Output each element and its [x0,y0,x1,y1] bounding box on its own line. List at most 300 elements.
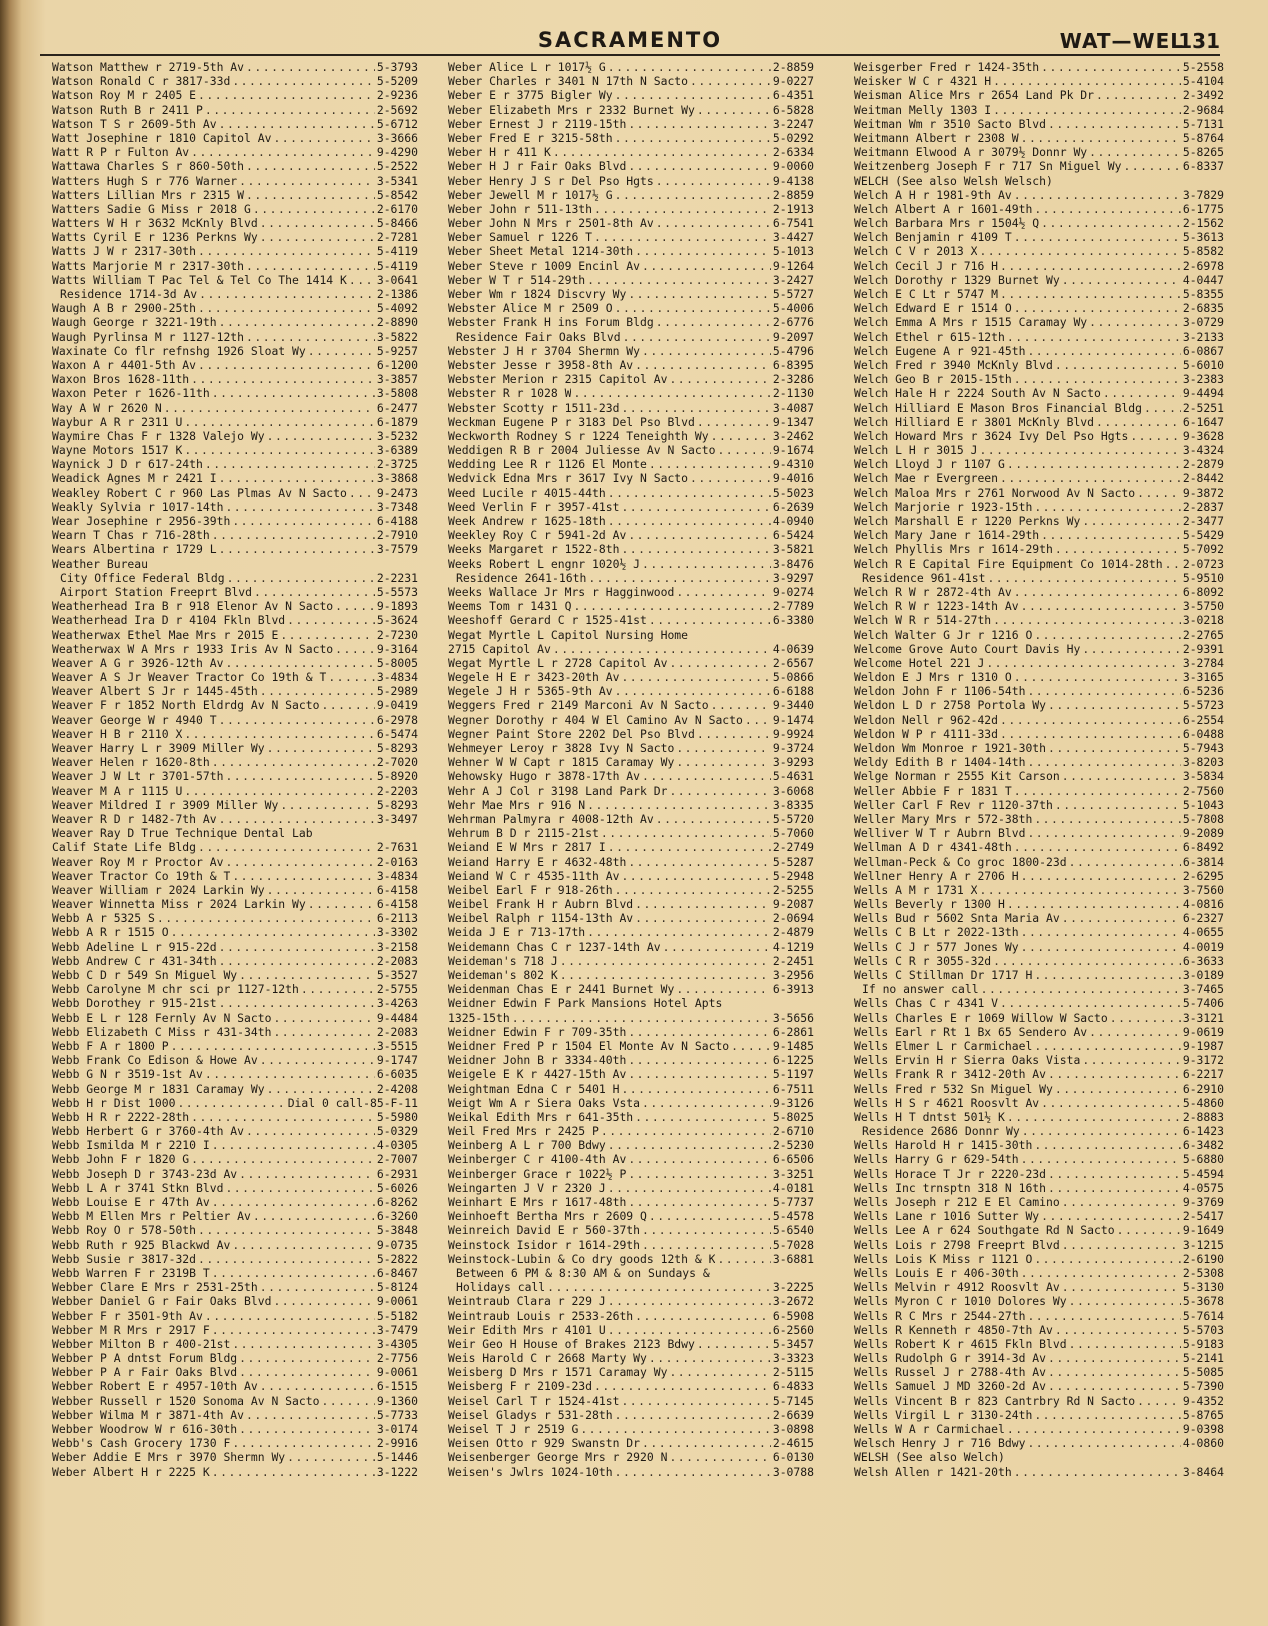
listing-name: Waugh A B r 2900-25th [52,301,197,316]
phone-number: 4-0940 [772,514,814,528]
listing-name: Welcome Hotel 221 J [854,655,985,670]
listing-entry [52,670,418,684]
phone-number: 9-1649 [1182,1223,1224,1238]
listing-entry [448,1351,814,1365]
phone-number: 2-6295 [1182,868,1224,883]
leader-dots [623,330,771,344]
leader-dots [267,741,375,755]
phone-number: 9-0061 [376,1365,418,1380]
listing-entry [448,542,814,556]
phone-number: 5-7092 [1182,542,1224,557]
phone-number: 5-4104 [1182,74,1224,89]
listing-entry [854,74,1224,88]
leader-dots [1089,1025,1181,1039]
phone-number: 2-9916 [376,1436,418,1451]
listing-name: Weed Verlin F r 3957-41st [448,499,620,514]
listing-entry [854,968,1224,982]
listing-name: Waybur A R r 2311 U [52,414,183,429]
leader-dots [608,514,771,528]
phone-number: 2-2879 [1182,457,1224,472]
listing-entry [448,670,814,684]
listing-entry [854,925,1224,939]
phone-number: 5-5727 [772,287,814,301]
leader-dots [253,1209,375,1223]
leader-dots [1000,471,1181,485]
phone-number: 6-5236 [1182,684,1224,699]
leader-dots [1110,1011,1181,1025]
listing-name: Residence 1714-3d Av [60,287,198,301]
phone-number: 6-3913 [772,982,814,997]
listing-name: Welch Albert A r 1601-49th [854,201,1033,216]
listing-name: Weller Mary Mrs r 572-38th [854,811,1033,826]
listing-entry [854,358,1224,372]
leader-dots [349,486,375,500]
phone-number: 6-1775 [1182,201,1224,216]
leader-dots [273,131,374,145]
phone-number: 3-2383 [1182,372,1224,387]
leader-dots [191,1110,375,1124]
listing-name: Weber Fred E r 3215-58th [448,130,613,145]
listing-name: Welch E C Lt r 5747 M [854,287,999,301]
listing-name: Weir Geo H House of Brakes 2123 Bdwy [448,1336,695,1351]
leader-dots [628,528,771,542]
listing-name: Weisman Alice Mrs r 2654 Land Pk Dr [854,88,1095,103]
leader-dots [184,443,375,457]
listing-entry [854,684,1224,698]
listing-entry [448,330,814,344]
listing-entry [448,1252,814,1266]
listing-name: Weaver George W r 4940 T [52,712,217,727]
listing-name: Weber Sheet Metal 1214-30th [448,244,634,259]
leader-dots [287,1450,375,1464]
leader-dots [1000,996,1181,1010]
phone-number: 6-8467 [376,1265,418,1280]
phone-number: 5-5287 [772,854,814,869]
listing-entry [854,1209,1224,1223]
leader-dots [212,1465,375,1479]
listing-name: Watts Marjorie M r 2317-30th [52,258,245,273]
phone-number: 3-5750 [1182,599,1224,614]
leader-dots [246,330,375,344]
phone-number: 3-2133 [1182,329,1224,344]
leader-dots [157,911,375,925]
leader-dots [1034,812,1181,826]
listing-entry [52,372,418,386]
listing-entry [448,897,814,911]
listing-name: Webber F r 3501-9th Av [52,1308,203,1323]
phone-number: 3-3323 [772,1351,814,1366]
leader-dots [280,798,375,812]
leader-dots [1096,415,1181,429]
leader-dots [239,174,375,188]
listing-entry [52,401,418,415]
leader-dots [608,1138,771,1152]
listing-name: Webb John F r 1820 G [52,1152,190,1167]
leader-dots [642,769,771,783]
leader-dots [1021,599,1181,613]
phone-number: 6-3260 [376,1209,418,1224]
listing-entry [52,1067,418,1081]
listing-entry [52,1096,418,1110]
listing-entry [448,1450,814,1464]
leader-dots [184,415,375,429]
phone-number: 3-2427 [772,272,814,287]
listing-name: Weidemann Chas C r 1237-14th Av [448,939,661,954]
phone-number: 3-5341 [376,173,418,188]
phone-number: 5-3457 [772,1336,814,1351]
phone-number: 2-2749 [772,840,814,855]
listing-entry [52,1238,418,1252]
phone-number: 5-5720 [772,811,814,826]
leader-dots [260,230,375,244]
phone-number: 3-0729 [1182,315,1224,330]
listing-entry [52,585,418,599]
listing-name: Webb Andrew C r 431-34th [52,953,217,968]
leader-dots [697,415,771,429]
listing-entry [854,727,1224,741]
phone-number: 5-3793 [376,60,418,74]
phone-number: 6-4188 [376,514,418,528]
phone-number: 2-7910 [376,528,418,543]
listing-name: Wells Charles E r 1069 Willow W Sacto [854,1010,1108,1025]
listing-name: Weatherwax Ethel Mae Mrs r 2015 E [52,627,279,642]
phone-number: 5-2141 [1182,1351,1224,1366]
phone-number: 9-3164 [376,641,418,656]
listing-name: Weaver H B r 2110 X [52,726,183,741]
listing-name: Webb G N r 3519-1st Av [52,1067,203,1082]
phone-number: 3-6068 [772,783,814,798]
leader-dots [1082,1053,1181,1067]
listing-entry [448,1394,814,1408]
listing-entry [52,358,418,372]
listing-name: Weldon Wm Monroe r 1921-30th [854,741,1047,755]
phone-number: 6-6506 [772,1152,814,1167]
listing-entry [448,741,814,755]
listing-name: Weitmann Albert r 2308 W [854,130,1019,145]
phone-number: 5-5182 [376,1308,418,1323]
listing-name: Webb George M r 1831 Caramay Wy [52,1081,265,1096]
phone-number: 2-3286 [772,372,814,387]
phone-number: 3-0641 [376,272,418,287]
listing-entry [854,1110,1224,1124]
phone-number: 5-3613 [1182,230,1224,245]
listing-entry [854,1280,1224,1294]
leader-dots [164,401,375,415]
leader-dots [642,1436,771,1450]
listing-name: Welch R W r 1223-14th Av [854,599,1019,614]
phone-number: 2-1913 [772,201,814,216]
leader-dots [1055,1082,1181,1096]
phone-number: 3-4087 [772,400,814,415]
listing-name: Waugh George r 3221-19th [52,315,217,330]
leader-dots [1089,315,1181,329]
leader-dots [1000,259,1181,273]
listing-entry [52,202,418,216]
phone-number: 5-7943 [1182,741,1224,755]
listing-entry [854,996,1224,1010]
phone-number: 5-8764 [1182,130,1224,145]
listing-name: Weisel Carl T r 1524-41st [448,1393,620,1408]
listing-entry [854,273,1224,287]
leader-dots [717,443,770,457]
listing-name: Wells H T dntst 501½ K [854,1109,1005,1124]
leader-dots [621,401,770,415]
phone-number: 9-3872 [1182,485,1224,500]
leader-dots [1041,216,1181,230]
phone-number: 5-7131 [1182,116,1224,131]
leader-dots [171,1039,375,1053]
listing-entry [448,514,814,528]
listing-name: Weatherhead Ira B r 918 Elenor Av N Sacto [52,599,334,614]
listing-entry [854,940,1224,954]
leader-dots [711,698,771,712]
listing-entry [448,599,814,613]
phone-number: 6-1225 [772,1053,814,1068]
listing-name: Welch Hilliard E Mason Bros Financial Bldg [854,400,1143,415]
leader-dots [1014,670,1181,684]
listing-name: Weber John r 511-13th [448,201,593,216]
phone-number: 5-8293 [376,797,418,812]
listing-name: Webster Alice M r 2509 O [448,301,613,316]
listing-name: Wells C Stillman Dr 1717 H [854,968,1033,982]
phone-number: 5-8265 [1182,145,1224,160]
phone-number: 6-2861 [772,1024,814,1039]
phone-number: 3-5834 [1182,769,1224,784]
page-header [40,26,1220,56]
listing-name: Wells Melvin r 4912 Roosvlt Av [854,1280,1060,1295]
leader-dots [246,60,375,74]
leader-dots [580,1422,771,1436]
leader-dots [1022,1124,1181,1138]
phone-number: 5-7028 [772,1237,814,1252]
listing-name: Weaver Harry L r 3909 Miller Wy [52,741,265,755]
listing-entry [854,259,1224,273]
listing-entry [854,642,1224,656]
leader-dots [321,698,374,712]
phone-number: 9-1674 [772,443,814,458]
listing-name: Wells R Kenneth r 4850-7th Av [854,1322,1053,1337]
listing-entry [448,954,814,968]
phone-number: 2-7560 [1182,783,1224,798]
listing-entry [52,925,418,939]
listing-entry [448,443,814,457]
phone-number: 3-2462 [772,428,814,443]
listing-entry [52,500,418,514]
listing-entry [52,174,418,188]
listing-name: Weller Carl F Rev r 1120-37th [854,797,1053,812]
leader-dots [1048,1351,1181,1365]
listing-entry [854,698,1224,712]
listing-name: Webb Frank Co Edison & Howe Av [52,1053,258,1068]
listing-name: Wearn T Chas r 716-28th [52,528,210,543]
leader-dots [1137,1394,1181,1408]
phone-number: 9-3440 [772,698,814,713]
phone-number: 9-0735 [376,1237,418,1252]
listing-name: Wegele J H r 5365-9th Av [448,684,613,699]
leader-dots [232,514,375,528]
listing-name: Weisel T J r 2519 G [448,1422,579,1436]
phone-number: 9-0398 [1182,1422,1224,1436]
listing-entry [854,1436,1224,1450]
phone-number: 4-0816 [1182,897,1224,912]
listing-entry [854,897,1224,911]
listing-entry [448,713,814,727]
leader-dots [1041,528,1181,542]
listing-entry [448,315,814,329]
leader-dots [335,642,375,656]
phone-number: 6-6035 [376,1067,418,1082]
phone-number: 4-0655 [1182,925,1224,940]
leader-dots [587,273,771,287]
leader-dots [191,1152,375,1166]
listing-name: Wells C J r 577 Jones Wy [854,939,1019,954]
phone-number: 6-2477 [376,400,418,415]
listing-name: Welch Howard Mrs r 3624 Ivy Del Pso Hgts [854,428,1129,443]
listing-name: Wells Bud r 5602 Snta Maria Av [854,911,1060,926]
listing-name: Webber M R Mrs r 2917 F [52,1322,210,1337]
listing-name: Weber H J r Fair Oaks Blvd [448,159,627,174]
listing-name: Webber Milton B r 400-21st [52,1336,231,1351]
leader-dots [635,1309,771,1323]
leader-dots [615,1408,771,1422]
listing-name: Welch Ethel r 615-12th [854,329,1005,344]
listing-name: Weidner Edwin F Park Mansions Hotel Apts [448,996,723,1011]
column-1 [52,60,418,1610]
leader-dots [1048,1167,1181,1181]
phone-number: 3-0218 [1182,613,1224,628]
leader-dots [1082,514,1181,528]
listing-entry [854,599,1224,613]
listing-name: Weaver Roy M r Proctor Av [52,854,224,869]
phone-number: 5-3527 [376,968,418,982]
leader-dots [649,457,771,471]
leader-dots [621,542,770,556]
listing-name: Webber Robert E r 4957-10th Av [52,1379,258,1394]
leader-dots [717,1252,770,1266]
leader-dots [212,386,375,400]
phone-number: 3-2672 [772,1294,814,1309]
listing-name: Webber Wilma M r 3871-4th Av [52,1407,245,1422]
phone-number: 2-5308 [1182,1265,1224,1280]
listing-name: Weisberg F r 2109-23d [448,1379,593,1394]
phone-number: 4-0305 [376,1138,418,1153]
phone-number: 3-5808 [376,386,418,401]
phone-number: 3-7465 [1182,982,1224,997]
listing-entry [448,1138,814,1152]
leader-dots [669,1450,770,1464]
leader-dots [690,471,771,485]
listing-name: Wells Inc trnsptn 318 N 16th [854,1180,1047,1195]
leader-dots [635,911,771,925]
leader-dots [628,159,771,173]
leader-dots [993,613,1181,627]
listing-entry [854,769,1224,783]
listing-name: Weaver Albert S Jr r 1445-45th [52,684,258,699]
phone-number: 2-8890 [376,315,418,330]
phone-number: 5-5703 [1182,1322,1224,1337]
leader-dots [239,1351,375,1365]
listing-entry [52,145,418,159]
phone-number: 9-4494 [1182,386,1224,401]
phone-number: 5-9510 [1182,570,1224,585]
listing-name: Webb C D r 549 Sn Miguel Wy [52,968,238,982]
listing-name: Residence 2641-16th [456,570,587,585]
phone-number: 3-0898 [772,1422,814,1436]
listing-name: Wears Albertina r 1729 L [52,542,217,557]
listing-name: Webber P A dntst Forum Bldg [52,1351,238,1366]
leader-dots [267,1082,375,1096]
phone-number: 2-0163 [376,854,418,869]
listing-entry [448,1436,814,1450]
phone-number: 2-5251 [1182,400,1224,415]
leader-dots [267,429,375,443]
phone-number: 5-7733 [376,1407,418,1422]
listing-name: Welch Geo B r 2015-15th [854,372,1012,387]
listing-entry [854,542,1224,556]
phone-number: 5-5429 [1182,528,1224,543]
listing-name: Weis Harold C r 2668 Marty Wy [448,1351,647,1366]
listing-name: Weaver Ray D True Technique Dental Lab [52,826,313,841]
phone-number: 3-2784 [1182,655,1224,670]
leader-dots [191,145,375,159]
phone-number: 6-2327 [1182,911,1224,926]
leader-dots [979,443,1180,457]
listing-name: Weldon W P r 4111-33d [854,726,999,741]
listing-entry [448,1309,814,1323]
phone-number: 6-5474 [376,726,418,741]
phone-number: 5-4594 [1182,1166,1224,1181]
phone-number: 2-6776 [772,315,814,330]
listing-name: Weiand W C r 4535-11th Av [448,868,620,883]
phone-number: 9-2089 [1182,826,1224,841]
listing-name: Wells Ervin H r Sierra Oaks Vista [854,1053,1081,1068]
phone-number: 5-6010 [1182,357,1224,372]
listing-entry [854,1138,1224,1152]
listing-entry [448,798,814,812]
listing-name: Wehmeyer Leroy r 3828 Ivy N Sacto [448,741,675,755]
listing-entry [448,727,814,741]
listing-name: Webb Carolyne M chr sci pr 1127-12th [52,982,299,997]
listing-name: Airport Station Freeprt Blvd [60,584,253,599]
phone-number: 9-4016 [772,471,814,486]
phone-number: 6-4158 [376,897,418,912]
phone-number: 2-5230 [772,1138,814,1153]
listing-name: Wells Virgil L r 3130-24th [854,1407,1033,1422]
listing-name: Weingarten J V r 2320 J [448,1180,606,1195]
listing-entry [52,528,418,542]
listing-entry [448,571,814,585]
leader-dots [260,1053,375,1067]
listing-name: Weakley Robert C r 960 Las Plmas Av N Sacto [52,485,347,500]
listing-name: Weitman Wm r 3510 Sacto Blvd [854,116,1047,131]
listing-name: Weaver M A r 1115 U [52,783,183,798]
listing-name: Weber Addie E Mrs r 3970 Shermn Wy [52,1450,286,1465]
listing-name: 1325-15th [448,1010,510,1025]
listing-name: Weber W T r 514-29th [448,272,586,287]
leader-dots [1137,486,1181,500]
listing-name: Weaver J W Lt r 3701-57th [52,769,224,784]
listing-name: Welch R W r 2872-4th Av [854,584,1012,599]
listing-name: Weaver William r 2024 Larkin Wy [52,882,265,897]
listing-name: Wehr A J Col r 3198 Land Park Dr [448,783,668,798]
leader-dots [212,1323,375,1337]
leader-dots [981,982,1181,996]
leader-dots [635,1110,771,1124]
leader-dots [219,996,375,1010]
leader-dots [512,1011,771,1025]
listing-name: Wehr Mae Mrs r 916 N [448,797,586,812]
phone-number: Dial 0 call-85-F-11 [287,1095,418,1110]
